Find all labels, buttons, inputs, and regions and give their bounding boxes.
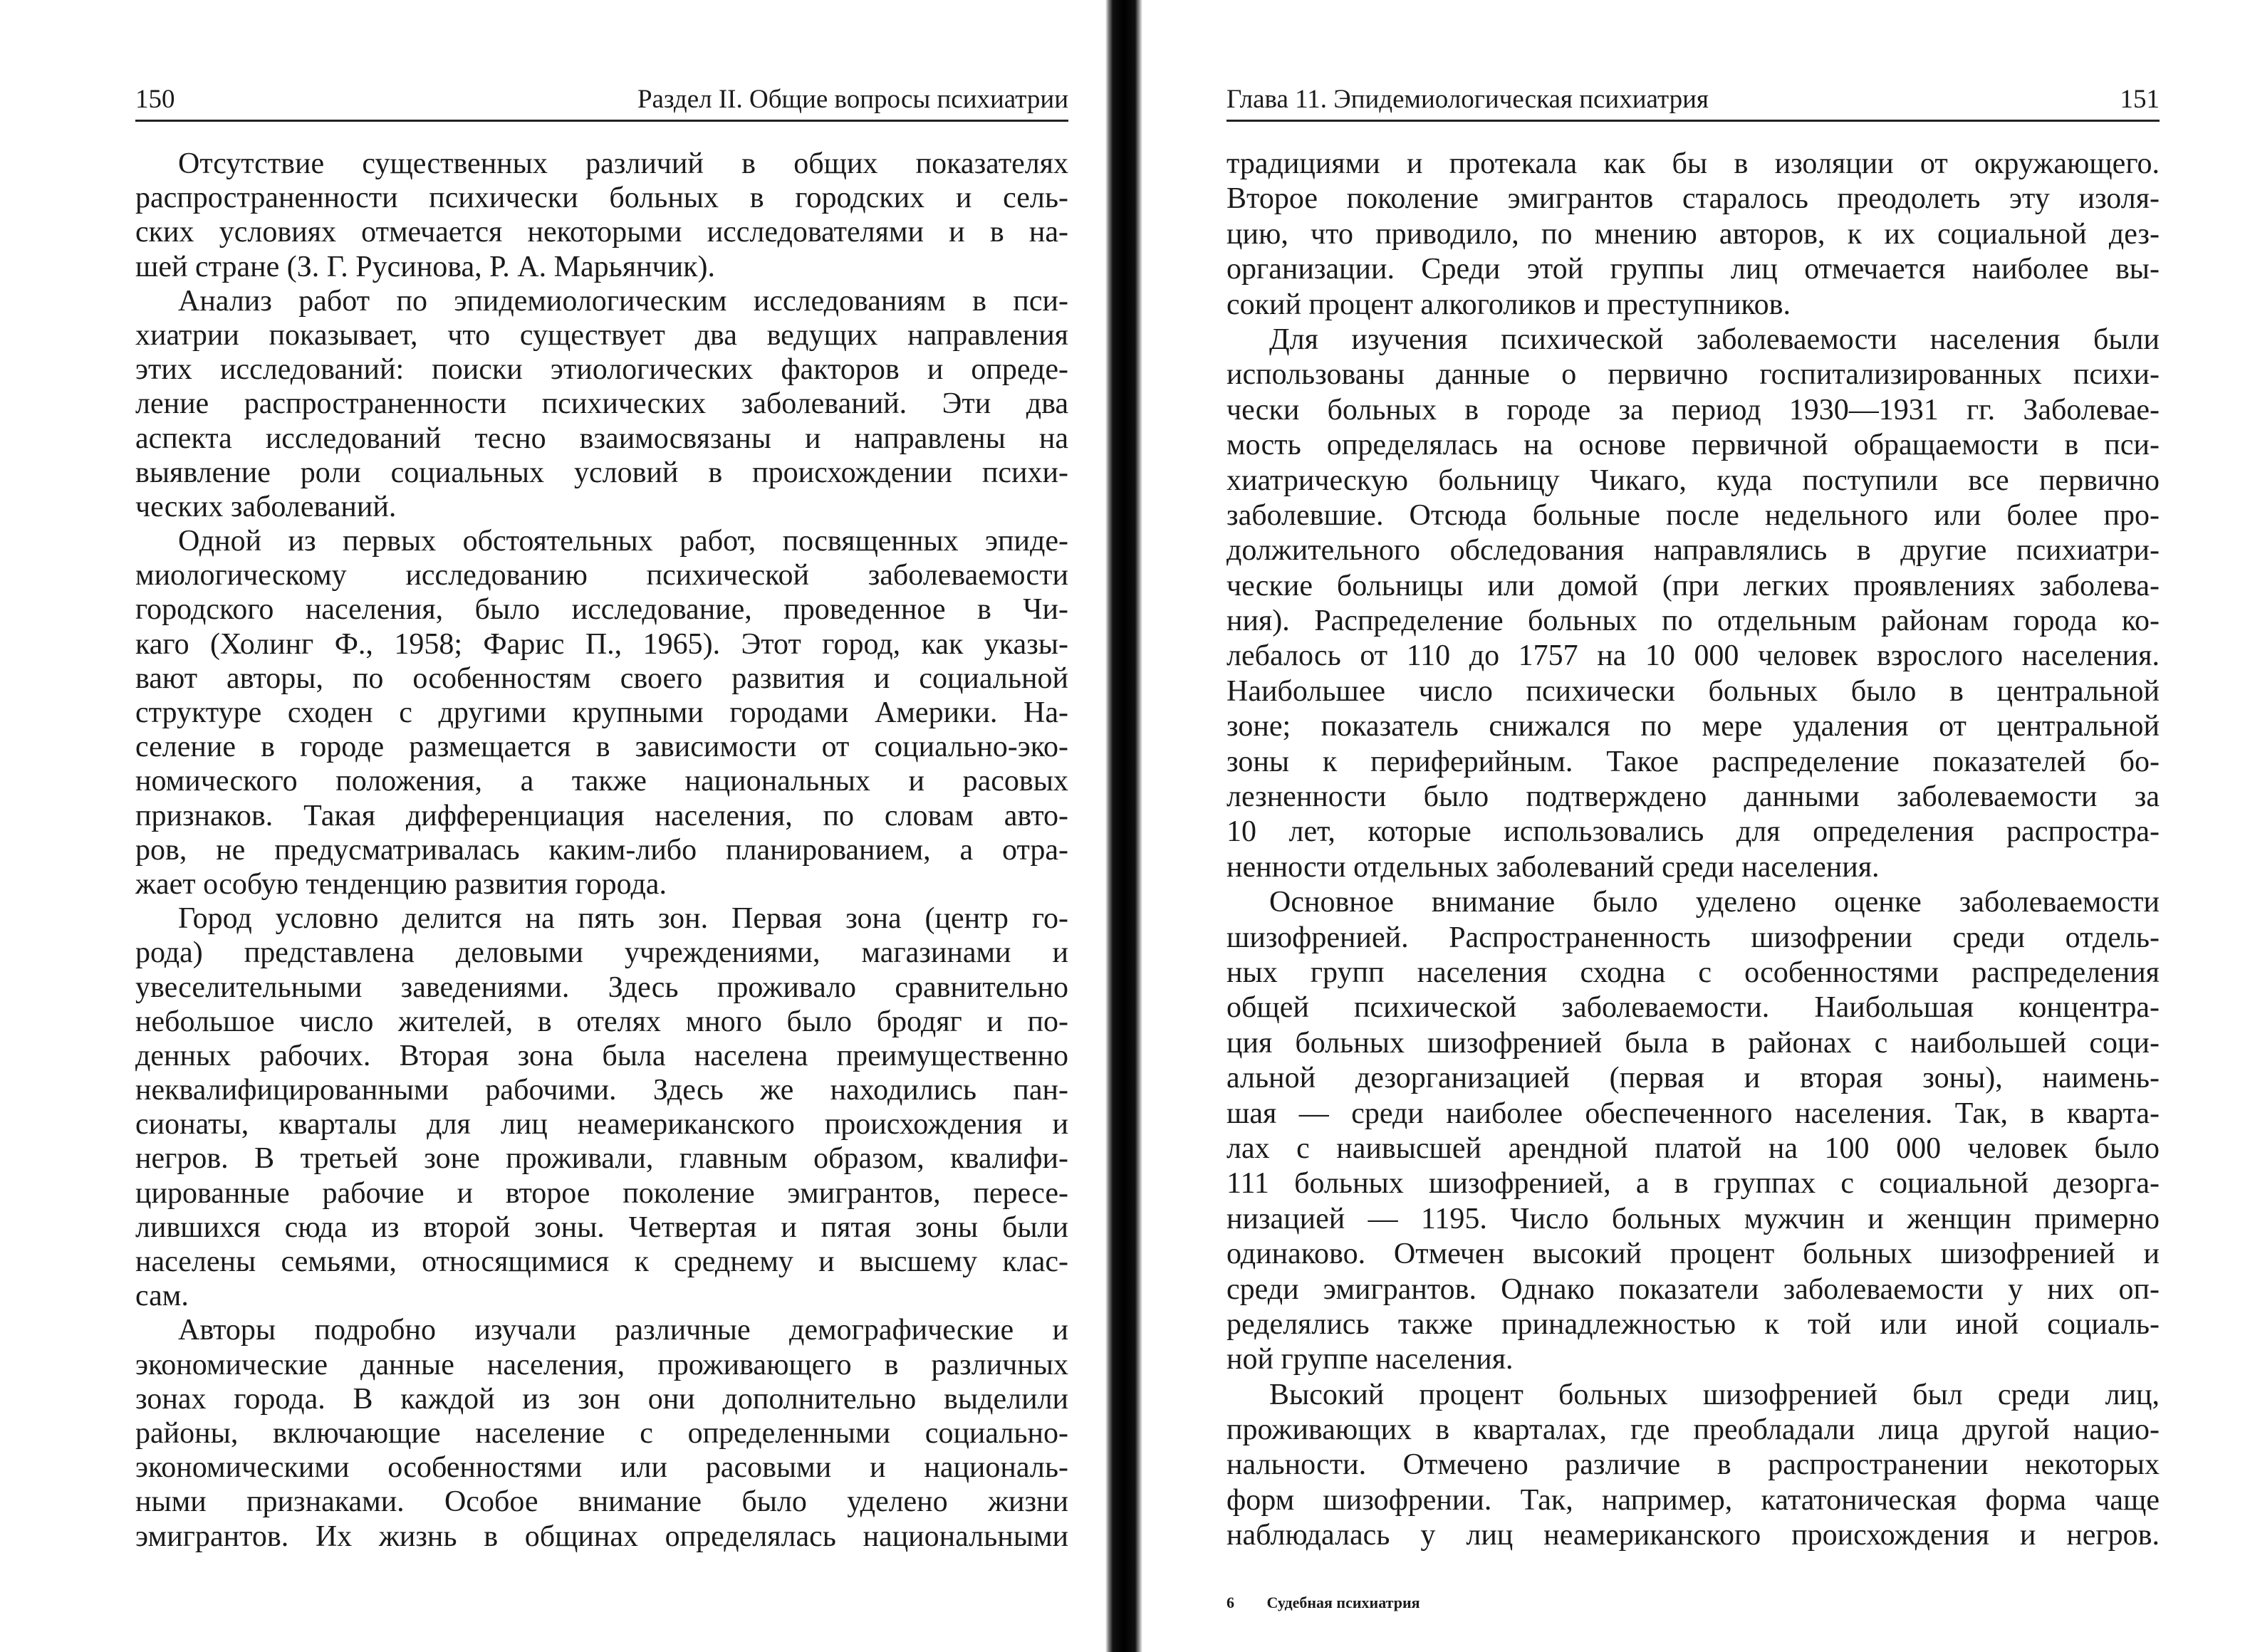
paragraph: [1226, 885, 2160, 1377]
text-line: экономическими особенностями или расовыми и националь-: [135, 1451, 1068, 1485]
text-line: небольшое число жителей, в отелях много было бродяг и по-: [135, 1005, 1068, 1038]
text-line: шая — среди наиболее обеспеченного населения. Так, в кварта-: [1226, 1097, 2160, 1130]
text-line: признаков. Такая дифференциация населения, по словам авто-: [135, 799, 1068, 832]
text-line: сокий процент алкоголиков и преступников.: [1226, 288, 1791, 321]
book-spine-shadow: [1105, 0, 1142, 1652]
text-line: негров. В третьей зоне проживали, главным образом, квалифи-: [135, 1142, 1068, 1176]
text-line: Высокий процент больных шизофренией был среди лиц,: [1269, 1378, 2160, 1411]
text-line: жает особую тенденцию развития города.: [135, 867, 667, 901]
text-line: Одной из первых обстоятельных работ, посвященных эпиде-: [178, 525, 1068, 558]
page-body: [1226, 147, 2160, 1554]
paragraph: [135, 147, 1068, 284]
running-header: [135, 80, 1068, 122]
signature-footer: [1226, 1594, 1449, 1612]
text-line: каго (Холинг Ф., 1958; Фарис П., 1965). Этот город, как указы-: [135, 627, 1068, 661]
text-line: цированные рабочие и второе поколение эмигрантов, пересе-: [135, 1176, 1068, 1210]
text-line: селение в городе размещается в зависимости от социально-эко-: [135, 731, 1068, 764]
signature-title: Судебная психиатрия: [1266, 1594, 1420, 1611]
signature-number: 6: [1226, 1594, 1234, 1611]
text-line: заболевшие. Отсюда больные после недельного или более про-: [1226, 498, 2160, 532]
text-line: лебалось от 110 до 1757 на 10 000 человек взрослого населения.: [1226, 639, 2160, 673]
text-line: организации. Среди этой группы лиц отмечается наиболее вы-: [1226, 253, 2160, 286]
text-line: низацией — 1195. Число больных мужчин и женщин примерно: [1226, 1202, 2160, 1235]
text-line: шей стране (З. Г. Русинова, Р. А. Марьянчик).: [135, 250, 716, 283]
text-line: 111 больных шизофренией, а в группах с социальной дезорга-: [1226, 1167, 2160, 1201]
text-line: проживающих в кварталах, где преобладали лица другой нацио-: [1226, 1413, 2160, 1447]
text-line: Второе поколение эмигрантов старалось преодолеть эту изоля-: [1226, 182, 2160, 216]
text-line: чески больных в городе за период 1930—1931 гг. Заболевае-: [1226, 393, 2160, 427]
text-line: зоне; показатель снижался по мере удаления от центральной: [1226, 710, 2160, 743]
paragraph: [135, 901, 1068, 1313]
text-line: лившихся сюда из второй зоны. Четвертая и пятая зоны были: [135, 1211, 1068, 1244]
text-line: денных рабочих. Вторая зона была населена преимущественно: [135, 1039, 1068, 1072]
paragraph: [1226, 323, 2160, 885]
text-line: наблюдалась у лиц неамериканского происхождения и негров.: [1226, 1519, 2160, 1552]
text-line: рода) представлена деловыми учреждениями, магазинами и: [135, 936, 1068, 970]
running-header: [1226, 80, 2160, 122]
text-line: нальности. Отмечено различие в распространении некоторых: [1226, 1448, 2160, 1482]
text-line: сам.: [135, 1280, 189, 1313]
text-line: выявление роли социальных условий в происхождении психи-: [135, 456, 1068, 489]
text-line: зоны к периферийным. Такое распределение показателей бо-: [1226, 745, 2160, 778]
text-line: структуре сходен с другими крупными городами Америки. На-: [135, 696, 1068, 729]
text-line: экономические данные населения, проживающего в различных: [135, 1348, 1068, 1381]
text-line: зонах города. В каждой из зон они дополнительно выделили: [135, 1382, 1068, 1416]
left-page: [135, 0, 1068, 1652]
paragraph: [135, 284, 1068, 524]
text-line: Авторы подробно изучали различные демографические и: [178, 1314, 1068, 1347]
text-line: миологическому исследованию психической заболеваемости: [135, 559, 1068, 592]
text-line: Наибольшее число психически больных было в центральной: [1226, 674, 2160, 708]
text-line: форм шизофрении. Так, например, кататоническая форма чаще: [1226, 1483, 2160, 1517]
text-line: одинаково. Отмечен высокий процент больных шизофренией и: [1226, 1238, 2160, 1271]
text-line: Основное внимание было уделено оценке заболеваемости: [1269, 886, 2160, 919]
text-line: Для изучения психической заболеваемости населения были: [1269, 323, 2160, 356]
text-line: традициями и протекала как бы в изоляции от окружающего.: [1226, 147, 2160, 180]
text-line: ных групп населения сходна с особенностями распределения: [1226, 956, 2160, 989]
text-line: ределялись также принадлежностью к той или иной социаль-: [1226, 1307, 2160, 1341]
text-line: ненности отдельных заболеваний среди населения.: [1226, 850, 1880, 884]
text-line: ния). Распределение больных по отдельным районам города ко-: [1226, 605, 2160, 638]
text-line: Анализ работ по эпидемиологическим исследованиям в пси-: [178, 284, 1068, 318]
text-line: лах с наивысшей арендной платой на 100 000 человек было: [1226, 1131, 2160, 1165]
text-line: среди эмигрантов. Однако показатели заболеваемости у них оп-: [1226, 1272, 2160, 1306]
text-line: Город условно делится на пять зон. Первая зона (центр го-: [178, 902, 1068, 936]
text-line: шизофренией. Распространенность шизофрении среди отдель-: [1226, 921, 2160, 954]
text-line: ция больных шизофренией была в районах с наибольшей соци-: [1226, 1026, 2160, 1060]
text-line: сионаты, кварталы для лиц неамериканского происхождения и: [135, 1108, 1068, 1141]
page-body: [135, 147, 1068, 1554]
running-head-title: Раздел II. Общие вопросы психиатрии: [637, 85, 1068, 114]
text-line: общей психической заболеваемости. Наибольшая концентра-: [1226, 991, 2160, 1025]
text-line: эмигрантов. Их жизнь в общинах определялась национальными: [135, 1520, 1068, 1553]
running-head-title: Глава 11. Эпидемиологическая психиатрия: [1226, 85, 1709, 114]
text-line: населены семьями, относящимися к среднему и высшему клас-: [135, 1245, 1068, 1278]
text-line: увеселительными заведениями. Здесь проживало сравнительно: [135, 971, 1068, 1004]
text-line: этих исследований: поиски этиологических факторов и опреде-: [135, 353, 1068, 387]
text-line: использованы данные о первично госпитализированных психи-: [1226, 358, 2160, 392]
text-line: аспекта исследований тесно взаимосвязаны и направлены на: [135, 422, 1068, 455]
text-line: ческих заболеваний.: [135, 490, 397, 523]
text-line: вают авторы, по особенностям своего развития и социальной: [135, 662, 1068, 695]
text-line: хиатрии показывает, что существует два ведущих направления: [135, 318, 1068, 352]
text-line: альной дезорганизацией (первая и вторая зоны), наимень-: [1226, 1062, 2160, 1095]
text-line: хиатрическую больницу Чикаго, куда поступили все первично: [1226, 464, 2160, 497]
text-line: ческие больницы или домой (при легких проявлениях заболева-: [1226, 569, 2160, 602]
paragraph: [135, 524, 1068, 901]
text-line: ских условиях отмечается некоторыми исследователями и в на-: [135, 216, 1068, 249]
page-number: 151: [2120, 85, 2160, 114]
text-line: городского населения, было исследование, проведенное в Чи-: [135, 593, 1068, 627]
paragraph: [1226, 147, 2160, 323]
paragraph: [135, 1313, 1068, 1553]
text-line: 10 лет, которые использовались для определения распростра-: [1226, 815, 2160, 849]
right-page: [1226, 0, 2160, 1652]
text-line: ными признаками. Особое внимание было уделено жизни: [135, 1485, 1068, 1519]
text-line: лезненности было подтверждено данными заболеваемости за: [1226, 780, 2160, 814]
text-line: мость определялась на основе первичной обращаемости в пси-: [1226, 429, 2160, 462]
text-line: районы, включающие население с определенными социально-: [135, 1416, 1068, 1450]
text-line: ров, не предусматривалась каким-либо планированием, а отра-: [135, 833, 1068, 867]
page-number: 150: [135, 85, 175, 114]
text-line: распространенности психически больных в городских и сель-: [135, 182, 1068, 215]
text-line: неквалифицированными рабочими. Здесь же находились пан-: [135, 1074, 1068, 1107]
text-line: номического положения, а также национальных и расовых: [135, 765, 1068, 798]
text-line: Отсутствие существенных различий в общих показателях: [178, 147, 1068, 180]
text-line: ной группе населения.: [1226, 1343, 1514, 1376]
text-line: ление распространенности психических заболеваний. Эти два: [135, 387, 1068, 421]
paragraph: [1226, 1378, 2160, 1554]
text-line: цию, что приводило, по мнению авторов, к их социальной дез-: [1226, 217, 2160, 251]
text-line: должительного обследования направлялись в другие психиатри-: [1226, 534, 2160, 568]
